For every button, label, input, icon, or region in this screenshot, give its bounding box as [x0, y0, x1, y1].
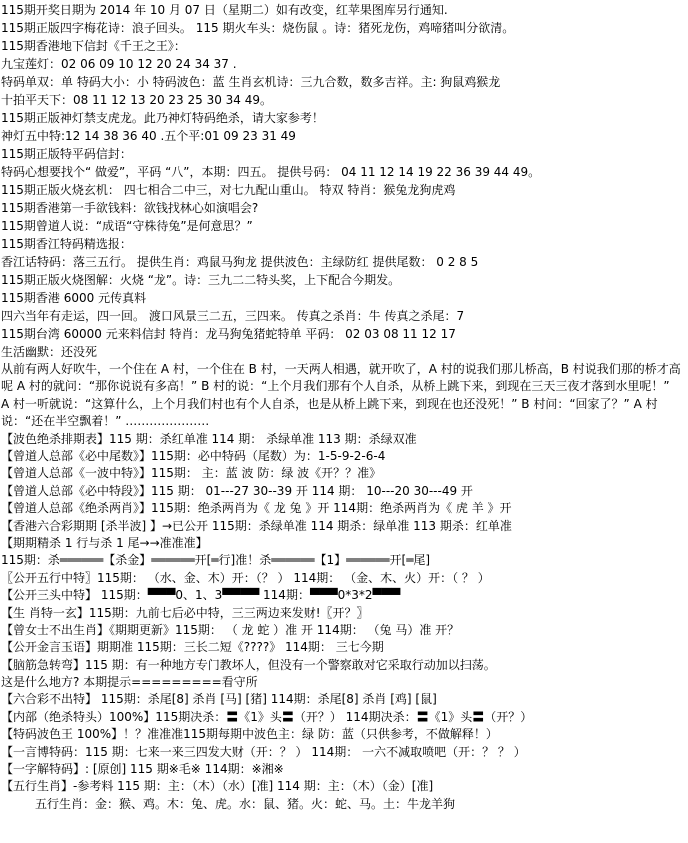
text-line-16: 115期正版火烧图解：火烧 “龙”。诗：三九二二特头奖，上下配合今期发。 [1, 273, 401, 287]
text-line-39: 【一言博特码：115 期：七来一来三四发大财（开：？ ） 114期： 一六不减取喷吧（开：？ ？ ） [1, 744, 526, 759]
text-line-26: 【香港六合彩期期 [杀半波] 】→已公开 115期：杀绿单准 114 期杀：绿单准 113 期杀：红单准 [1, 518, 512, 533]
text-line-28: 115期：杀══════【杀金】══════开[═行]准！杀══════【1】══════开[═尾] [1, 553, 431, 568]
text-line-10: 特码心想要找个“ 做爱”，平码 “八”，本期：四五。 提供号码： 04 11 12 14 19 22 36 39 44 49。 [1, 165, 541, 179]
text-line-38: 【特码波色王 100%】！？准准准115期每期中波色主：绿 防：蓝（只供参考，不做解释！） [1, 727, 498, 742]
text-line-7: 115期正版神灯禁支虎龙。此乃神灯特码绝杀，请大家参考！ [1, 111, 324, 125]
text-line-23: 【曾道人总部《一波中特》】115期： 主：蓝 波 防：绿 波《开？？准》 [1, 466, 382, 481]
text-line-22: 【曾道人总部《必中尾数》】115期：必中特码（尾数）为：1-5-9-2-6-4 [1, 449, 386, 464]
text-line-19: 115期台湾 60000 元来料信封 特肖：龙马狗兔猪蛇特单 平码： 02 03 08 11 12 17 [1, 327, 456, 341]
text-line-33: 【公开金言玉语】期期准 115期：三长二短《????》 114期： 三七今期 [1, 640, 384, 655]
text-line-1: 115期开奖日期为 2014 年 10 月 07 日（星期二）如有改变，红苹果图库另行通知. [1, 3, 448, 17]
text-line-37: 【内部（绝杀特头）100%】115期决杀：〓《1》头〓（开？） 114期决杀：〓《1》头〓（开？） [1, 709, 533, 724]
text-line-21: 【波色绝杀排期表】115 期：杀红单准 114 期： 杀绿单准 113 期：杀绿双准 [1, 431, 417, 446]
text-line-30: 【公开三头中特】 115期：▀▀▀0、1、3▀▀▀▀ 114期：▀▀▀0*3*2▀▀▀ [1, 588, 401, 603]
text-line-31: 【生 肖特一玄】115期：九前七后必中特，三三两边来发财!〖开？〗 [1, 605, 369, 620]
text-line-25: 【曾道人总部《绝杀两肖》】115期：绝杀两肖为《 龙 兔 》开 114期：绝杀两肖为《 虎 羊 》开 [1, 501, 512, 516]
text-line-9: 115期正版特平码信封： [1, 147, 132, 161]
text-line-27: 【期期精杀 1 行与杀 1 尾→→准准准】 [1, 535, 208, 550]
text-line-8: 神灯五中特:12 14 38 36 40 .五个平:01 09 23 31 49 [1, 129, 296, 143]
text-line-29: 〖公开五行中特〗115期： （水、金、木）开：（？ ） 114期： （金、木、火）开：（ ？ ） [1, 570, 490, 585]
text-line-3: 115期香港地下信封《千王之王》： [1, 39, 186, 53]
text-line-5: 特码单双：单 特码大小：小 特码波色：蓝 生肖玄机诗：三九合数，数多吉祥。主: 狗鼠鸡猴龙 [1, 75, 501, 89]
text-line-41: 【五行生肖】-参考料 115 期：主：（木）（水）[准] 114 期：主：（木）（金）[准] [1, 779, 434, 794]
text-line-20: 生活幽默：还没死 [1, 345, 98, 359]
text-line-12: 115期香港第一手欲钱料：欲钱找林心如演唱会? [1, 201, 259, 215]
text-line-17: 115期香港 6000 元传真料 [1, 291, 147, 305]
text-line-2: 115期正版四字梅花诗：浪子回头。 115 期火车头：烧伤鼠 。诗：猪死龙伤，鸡啼猪叫分欲清。 [1, 21, 515, 35]
text-line-36: 【六合彩不出特】 115期：杀尾[8] 杀肖 [马] [猪] 114期：杀尾[8] 杀肖 [鸡] [鼠] [1, 692, 437, 707]
text-line-34: 【脑筋急转弯】115 期：有一种地方专门教坏人，但没有一个警察敢对它采取行动加以扫荡。 [1, 657, 496, 672]
text-line-40: 【一字解特码】: [原创] 115 期※毛※ 114期：※湘※ [1, 762, 284, 777]
text-line-24: 【曾道人总部《必中特段》】115 期： 01---27 30--39 开 114 期： 10---20 30---49 开 [1, 483, 473, 498]
text-line-11: 115期正版火烧玄机： 四七相合二中三，对七九配山重山。 特双 特肖：猴兔龙狗虎鸡 [1, 183, 456, 197]
text-line-35: 这是什么地方? 本期提示=========看守所 [1, 675, 258, 690]
text-line-42: 五行生肖：金：猴、鸡。木：兔、虎。水：鼠、猪。火：蛇、马。土：牛龙羊狗 [35, 796, 456, 811]
text-line-4: 九宝莲灯：02 06 09 10 12 20 24 34 37 . [1, 57, 237, 71]
text-line-13: 115期曾道人说：“成语“守株待兔”是何意思？” [1, 219, 253, 233]
text-line-15: 香江话特码：落三五行。 提供生肖：鸡鼠马狗龙 提供波色：主绿防红 提供尾数： 0 2 8 5 [1, 255, 479, 269]
text-line-32: 【曾女士不出生肖】《期期更新》115期： （ 龙 蛇 ）准 开 114期： （兔 马）准 开？ [1, 622, 460, 637]
text-line-18: 四六当年有走运，四一回。 渡口风景三二五，三四来。 传真之杀肖：牛 传真之杀尾：7 [1, 309, 465, 323]
text-line-6: 十拍平天下：08 11 12 13 20 23 25 30 34 49。 [1, 93, 273, 107]
text-line-14: 115期香江特码精选报： [1, 237, 132, 251]
joke-paragraph: 从前有两人好吹牛，一个住在 A 村，一个住在 B 村，一天两人相遇，就开吹了，A 村的说我们那儿桥高，B 村说我们那的桥才高呢 A 村的就问：“那你说说有多高！” B 村的说：“上个月我们那有个人自杀，从桥上跳下来，到现在三天三夜才落到水里呢！” A 村一听就说：“这算什么，上个月我们村也有个人自杀，也是从桥上跳下来，到现在也还没死！” B 村问：“回家了？” A 村说：“还在半空飘着！” ………………… [1, 362, 681, 429]
